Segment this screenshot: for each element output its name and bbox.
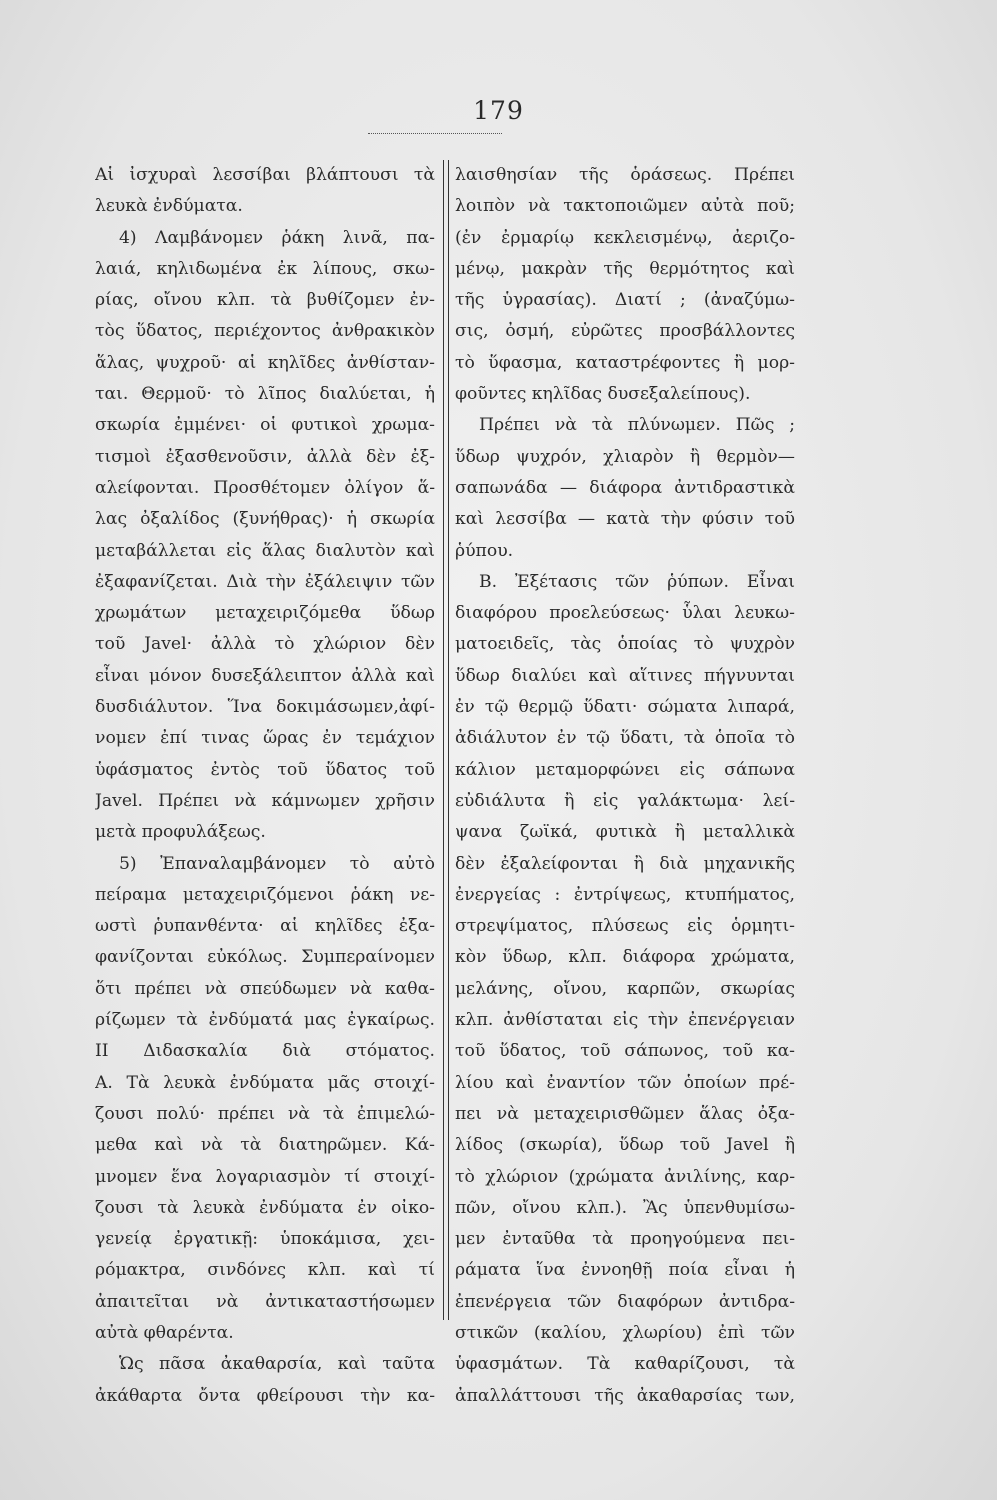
text-line: σαπωνάδα — διάφορα ἀντιδραστικὰ [455, 477, 795, 498]
text-line: τὸς ὕδατος, περιέχοντος ἀνθρακικὸν [95, 321, 435, 342]
text-line: ἀπαιτεῖται νὰ ἀντικαταστήσωμεν [95, 1291, 435, 1312]
text-line: Β. Ἐξέτασις τῶν ῥύπων. Εἶναι [479, 571, 795, 592]
text-line: καὶ λεσσίβα — κατὰ τὴν φύσιν τοῦ [455, 509, 795, 530]
text-line: II Διδασκαλία διὰ στόματος. [95, 1041, 435, 1062]
text-line: τοῦ ὕδατος, τοῦ σάπωνος, τοῦ κα- [455, 1041, 795, 1062]
text-line: πείραμα μεταχειριζόμενοι ῥάκη νε- [95, 884, 435, 905]
text-line: ῥύπου. [455, 540, 514, 561]
text-line: ζουσι πολύ· πρέπει νὰ τὰ ἐπιμελώ- [95, 1103, 435, 1124]
text-line: αὐτὰ φθαρέντα. [95, 1322, 234, 1343]
text-line: κὸν ὕδωρ, κλπ. διάφορα χρώματα, [455, 947, 795, 968]
text-line: ζουσι τὰ λευκὰ ἐνδύματα ἐν οἰκο- [95, 1197, 435, 1218]
text-line: ἐν τῷ θερμῷ ὕδατι· σώματα λιπαρά, [455, 697, 795, 718]
text-line: ἐπενέργεια τῶν διαφόρων ἀντιδρα- [455, 1291, 795, 1312]
text-line: λαιά, κηλιδωμένα ἐκ λίπους, σκω- [95, 258, 435, 279]
text-line: ται. Θερμοῦ· τὸ λῖπος διαλύεται, ἡ [95, 384, 435, 405]
text-line: κλπ. ἀνθίσταται εἰς τὴν ἐπενέργειαν [455, 1010, 795, 1031]
text-line: Αἱ ἰσχυραὶ λεσσίβαι βλάπτουσι τὰ [95, 165, 435, 185]
text-line: 4) Λαμβάνομεν ῥάκη λινᾶ, πα- [119, 227, 435, 248]
text-line: τὸ χλώριον (χρώματα ἀνιλίνης, καρ- [455, 1166, 795, 1187]
text-line: μεθα καὶ νὰ τὰ διατηρῶμεν. Κά- [95, 1135, 435, 1156]
text-line: σκωρία ἐμμένει· οἱ φυτικοὶ χρωμα- [95, 415, 435, 436]
text-line: λίου καὶ ἐναντίον τῶν ὁποίων πρέ- [455, 1072, 795, 1093]
text-line: ράματα ἵνα ἐννοηθῇ ποία εἶναι ἡ [455, 1260, 795, 1281]
text-line: ρόμακτρα, σινδόνες κλπ. καὶ τί [95, 1260, 435, 1281]
text-line: λίδος (σκωρία), ὕδωρ τοῦ Javel ἢ [455, 1135, 795, 1156]
page-number: 179 [473, 96, 524, 125]
text-line: εὐδιάλυτα ἢ εἰς γαλάκτωμα· λεί- [455, 790, 795, 811]
text-line: μετὰ προφυλάξεως. [95, 822, 266, 843]
text-line: ἀπαλλάττουσι τῆς ἀκαθαρσίας των, [455, 1385, 795, 1406]
text-line: διαφόρου προελεύσεως· ὗλαι λευκω- [455, 603, 795, 624]
left-column [95, 160, 435, 1412]
text-line: ὑφασμάτων. Τὰ καθαρίζουσι, τὰ [455, 1354, 795, 1375]
right-column [455, 160, 795, 1412]
text-line: στικῶν (καλίου, χλωρίου) ἐπὶ τῶν [455, 1322, 795, 1343]
text-line: μελάνης, οἴνου, καρπῶν, σκωρίας [455, 978, 795, 999]
text-line: φανίζονται εὐκόλως. Συμπεραίνομεν [95, 947, 435, 968]
text-line: χρωμάτων μεταχειριζόμεθα ὕδωρ [95, 603, 435, 624]
text-line: εἶναι μόνον δυσεξάλειπτον ἀλλὰ καὶ [95, 665, 435, 686]
text-line: αλείφονται. Προσθέτομεν ὀλίγον ἅ- [95, 477, 435, 498]
text-line: 5) Ἐπαναλαμβάνομεν τὸ αὐτὸ [119, 853, 435, 874]
text-line: τισμοὶ ἐξασθενοῦσιν, ἀλλὰ δὲν ἐξ- [95, 446, 435, 467]
text-line: μεταβάλλεται εἰς ἅλας διαλυτὸν καὶ [95, 540, 435, 561]
text-line: ωστὶ ῥυπανθέντα· αἱ κηλῖδες ἐξα- [95, 916, 435, 937]
text-line: τῆς ὑγρασίας). Διατί ; (ἀναζύμω- [455, 290, 795, 311]
text-line: ἐνεργείας : ἐντρίψεως, κτυπήματος, [455, 884, 795, 905]
text-line: ἀκάθαρτα ὄντα φθείρουσι τὴν κα- [95, 1385, 435, 1406]
text-line: δυσδιάλυτον. Ἵνα δοκιμάσωμεν,ἀφί- [95, 697, 435, 718]
text-line: ψανα ζωϊκά, φυτικὰ ἢ μεταλλικὰ [455, 822, 795, 843]
text-line: κάλιον μεταμορφώνει εἰς σάπωνα [455, 759, 795, 780]
text-line: ρίας, οἴνου κλπ. τὰ βυθίζομεν ἐν- [95, 290, 435, 311]
text-line: ρίζωμεν τὰ ἐνδύματά μας ἐγκαίρως. [95, 1010, 435, 1031]
text-line: Πρέπει νὰ τὰ πλύνωμεν. Πῶς ; [479, 415, 795, 436]
text-line: ὕδωρ ψυχρόν, χλιαρὸν ἢ θερμὸν— [455, 446, 795, 467]
text-line: ὅτι πρέπει νὰ σπεύδωμεν νὰ καθα- [95, 978, 435, 999]
text-line: ὑφάσματος ἐντὸς τοῦ ὕδατος τοῦ [95, 759, 435, 780]
text-line: (ἐν ἐρμαρίῳ κεκλεισμένῳ, ἀεριζο- [455, 227, 795, 248]
text-line: σις, ὀσμή, εὐρῶτες προσβάλλοντες [455, 321, 795, 342]
text-line: τοῦ Javel· ἀλλὰ τὸ χλώριον δὲν [95, 634, 435, 655]
text-line: μεν ἐνταῦθα τὰ προηγούμενα πει- [455, 1229, 795, 1250]
text-line: λαισθησίαν τῆς ὁράσεως. Πρέπει [455, 165, 795, 185]
text-line: ματοειδεῖς, τὰς ὁποίας τὸ ψυχρὸν [455, 634, 795, 655]
text-line: Ὡς πᾶσα ἀκαθαρσία, καὶ ταῦτα [119, 1354, 435, 1375]
text-line: νομεν ἐπί τινας ὥρας ἐν τεμάχιον [95, 728, 435, 749]
text-line: γενείᾳ ἐργατικῇ: ὑποκάμισα, χει- [95, 1229, 435, 1250]
text-line: ἐξαφανίζεται. Διὰ τὴν ἐξάλειψιν τῶν [95, 571, 435, 592]
text-line: λοιπὸν νὰ τακτοποιῶμεν αὐτὰ ποῦ; [455, 196, 795, 217]
column-divider [443, 160, 449, 1320]
text-line: μνομεν ἕνα λογαριασμὸν τί στοιχί- [95, 1166, 435, 1187]
text-line: φοῦντες κηλῖδας δυσεξαλείπους). [455, 384, 751, 405]
text-line: ἅλας, ψυχροῦ· αἱ κηλῖδες ἀνθίσταν- [95, 352, 435, 373]
text-line: Javel. Πρέπει νὰ κάμνωμεν χρῆσιν [95, 790, 435, 811]
text-line: στρεψίματος, πλύσεως εἰς ὁρμητι- [455, 916, 795, 937]
text-line: λευκὰ ἐνδύματα. [95, 196, 243, 217]
text-line: δὲν ἐξαλείφονται ἢ διὰ μηχανικῆς [455, 853, 795, 874]
text-line: ὕδωρ διαλύει καὶ αἵτινες πήγνυνται [455, 665, 795, 686]
text-line: πῶν, οἴνου κλπ.). Ἂς ὑπενθυμίσω- [455, 1197, 795, 1218]
text-line: πει νὰ μεταχειρισθῶμεν ἅλας ὀξα- [455, 1103, 795, 1124]
header-rule [368, 133, 502, 134]
text-line: τὸ ὕφασμα, καταστρέφοντες ἢ μορ- [455, 352, 795, 373]
text-line: Α. Τὰ λευκὰ ἐνδύματα μᾶς στοιχί- [95, 1072, 435, 1093]
text-line: λας ὀξαλίδος (ξυνήθρας)· ἡ σκωρία [95, 509, 435, 530]
text-line: ἀδιάλυτον ἐν τῷ ὕδατι, τὰ ὁποῖα τὸ [455, 728, 795, 749]
text-line: μένῳ, μακρὰν τῆς θερμότητος καὶ [455, 258, 795, 279]
